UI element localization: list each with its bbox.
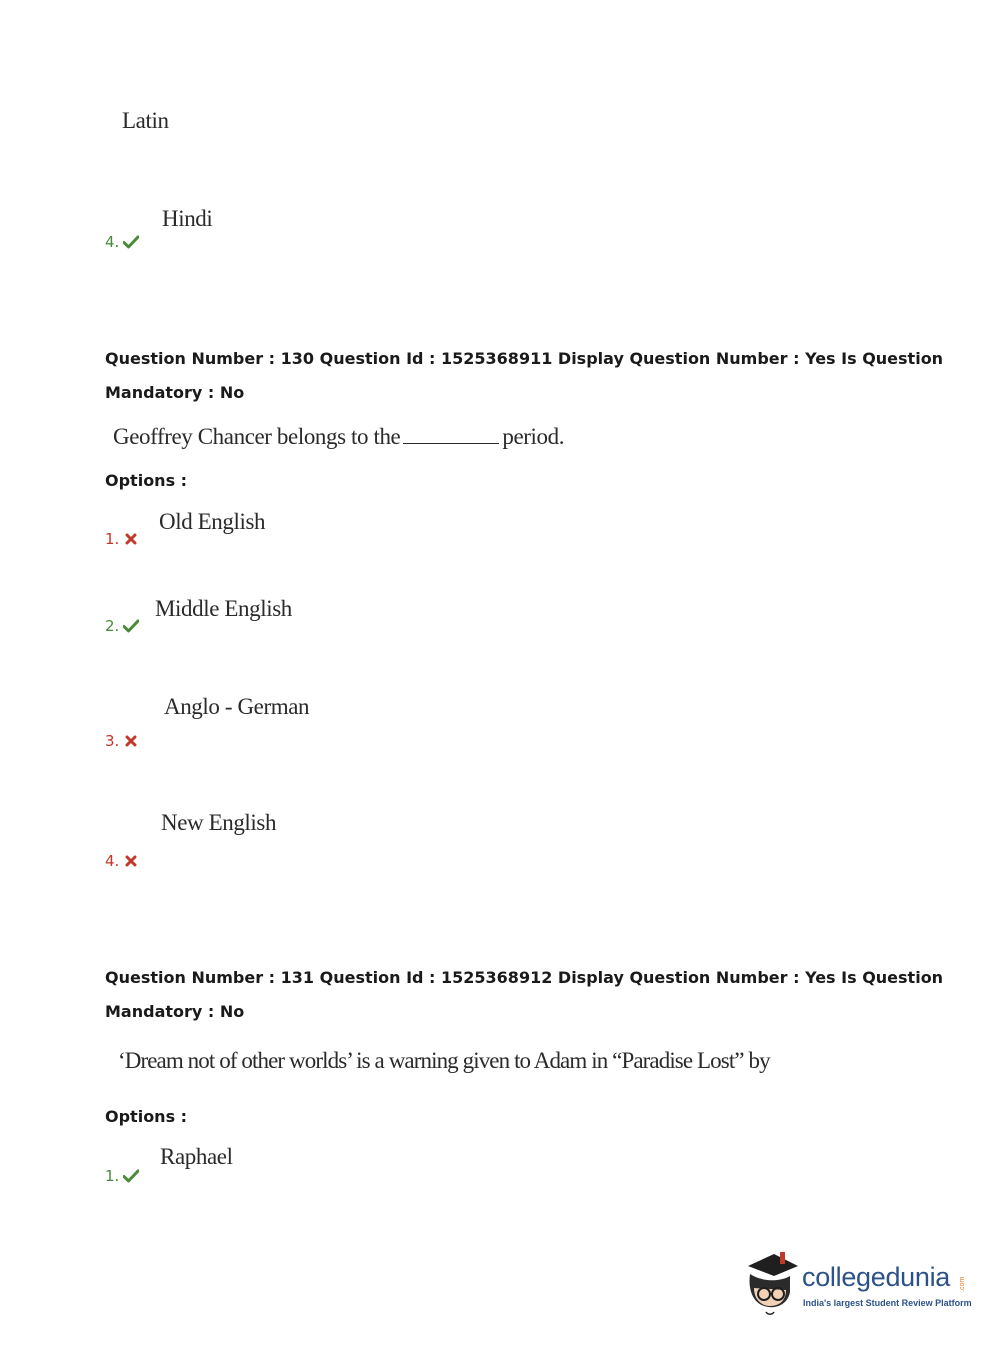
logo-tagline: India's largest Student Review Platform bbox=[803, 1298, 972, 1308]
option-number: 4. bbox=[105, 852, 120, 870]
option-2-text: Middle English bbox=[155, 596, 292, 621]
question-text-after: period. bbox=[502, 424, 565, 449]
question-130-header bbox=[105, 342, 943, 410]
option-4-label bbox=[105, 852, 139, 870]
question-header-line-2: Mandatory : No bbox=[105, 1002, 245, 1021]
cross-icon bbox=[123, 532, 139, 546]
option-4-text: New English bbox=[161, 810, 277, 835]
cross-icon bbox=[123, 734, 139, 748]
option-number: 3. bbox=[105, 732, 120, 750]
fill-blank bbox=[403, 425, 499, 444]
question-131-text: ‘Dream not of other worlds’ is a warning given to Adam in “Paradise Lost” by bbox=[118, 1048, 770, 1073]
option-2-label bbox=[105, 617, 139, 635]
option-number: 1. bbox=[105, 530, 120, 548]
option-number: 2. bbox=[105, 617, 120, 635]
question-header-line-1: Question Number : 131 Question Id : 1525368912 Display Question Number : Yes Is Question bbox=[105, 968, 944, 987]
check-icon bbox=[123, 1169, 139, 1183]
option-1-text: Raphael bbox=[160, 1144, 233, 1169]
check-icon bbox=[123, 619, 139, 633]
mascot-icon bbox=[740, 1248, 802, 1318]
option-3-text: Anglo - German bbox=[164, 694, 310, 719]
question-131-header bbox=[105, 961, 943, 1029]
option-number: 4. bbox=[105, 233, 120, 251]
option-4-label bbox=[105, 233, 139, 251]
option-1-label bbox=[105, 1167, 139, 1185]
question-header-line-1: Question Number : 130 Question Id : 1525368911 Display Question Number : Yes Is Question bbox=[105, 349, 944, 368]
question-header-line-2: Mandatory : No bbox=[105, 383, 245, 402]
logo-suffix: .com bbox=[959, 1276, 966, 1292]
option-3-text: Latin bbox=[122, 108, 169, 133]
option-number: 1. bbox=[105, 1167, 120, 1185]
options-title: Options : bbox=[105, 1107, 188, 1126]
option-4-text: Hindi bbox=[162, 206, 213, 231]
cross-icon bbox=[123, 854, 139, 868]
logo-name: collegedunia bbox=[802, 1262, 951, 1292]
options-title: Options : bbox=[105, 471, 188, 490]
check-icon bbox=[123, 235, 139, 249]
collegedunia-logo bbox=[740, 1248, 975, 1320]
option-1-text: Old English bbox=[159, 509, 266, 534]
question-130-text bbox=[113, 424, 564, 450]
question-text-before: Geoffrey Chancer belongs to the bbox=[113, 424, 401, 449]
option-1-label bbox=[105, 530, 139, 548]
option-3-label bbox=[105, 732, 139, 750]
